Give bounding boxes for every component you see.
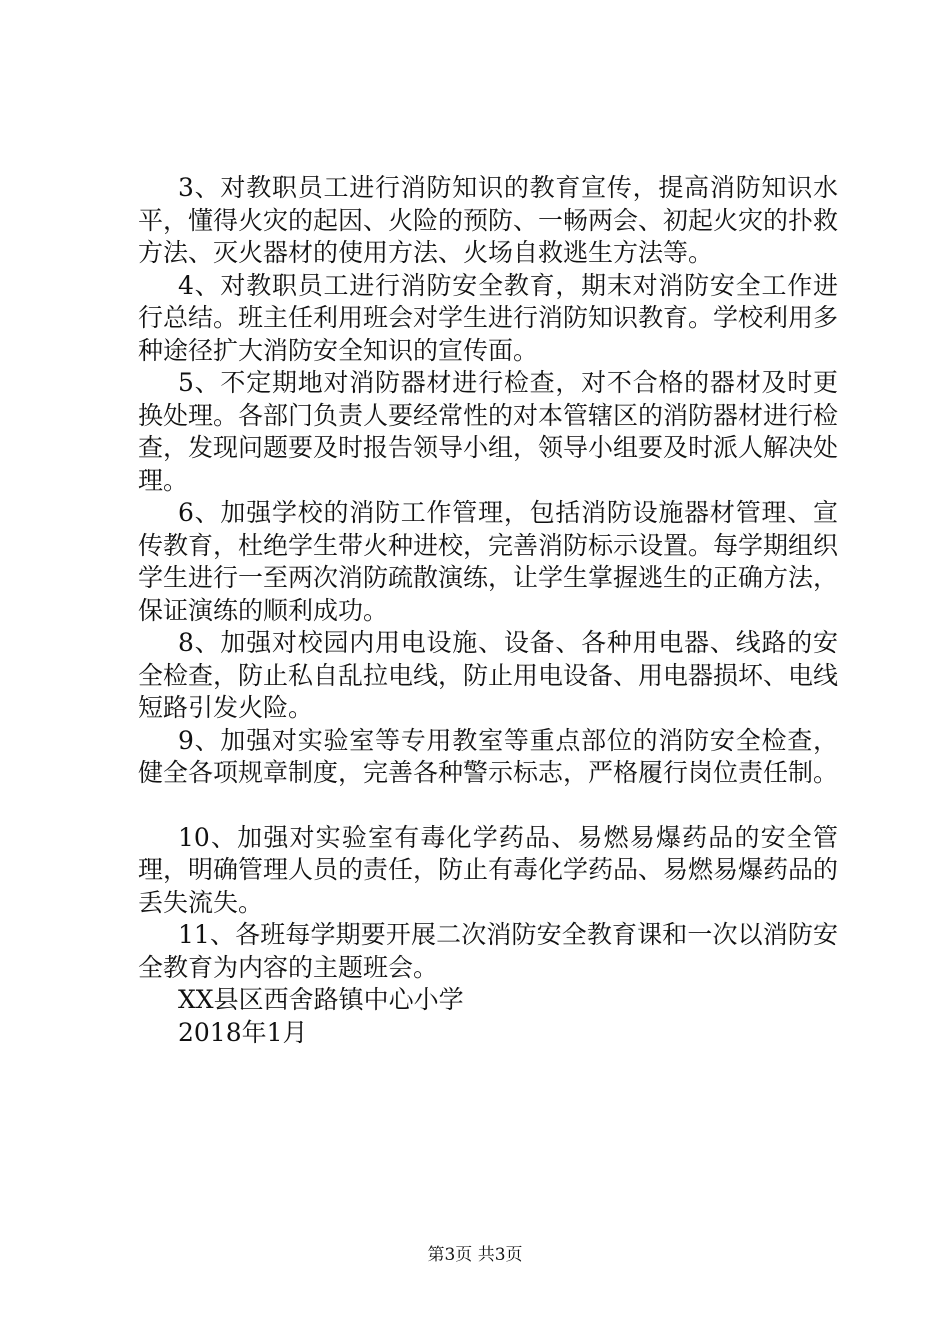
paragraph-item-4: 4、对教职员工进行消防安全教育，期末对消防安全工作进行总结。班主任利用班会对学生进行消防知识教育。学校利用多种途径扩大消防安全知识的宣传面。 — [138, 270, 839, 365]
paragraph-item-10: 10、加强对实验室有毒化学药品、易燃易爆药品的安全管理，明确管理人员的责任，防止有毒化学药品、易燃易爆药品的丢失流失。 — [138, 822, 839, 917]
signature-organization: XX县区西舍路镇中心小学 — [178, 985, 464, 1014]
paragraph-item-8: 8、加强对校园内用电设施、设备、各种用电器、线路的安全检查，防止私自乱拉电线，防止用电设备、用电器损坏、电线短路引发火险。 — [138, 628, 839, 722]
paragraph-item-11: 11、各班每学期要开展二次消防安全教育课和一次以消防安全教育为内容的主题班会。 — [138, 920, 838, 982]
page-footer: 第3页 共3页 — [427, 1245, 523, 1265]
paragraph-item-9: 9、加强对实验室等专用教室等重点部位的消防安全检查，健全各项规章制度，完善各种警示标志，严格履行岗位责任制。 — [138, 725, 839, 787]
paragraph-item-6: 6、加强学校的消防工作管理，包括消防设施器材管理、宣传教育，杜绝学生带火种进校，完善消防标示设置。每学期组织学生进行一至两次消防疏散演练，让学生掌握逃生的正确方法，保证演练的顺利成功。 — [138, 498, 839, 625]
paragraph-item-3: 3、对教职员工进行消防知识的教育宣传，提高消防知识水平，懂得火灾的起因、火险的预防、一畅两会、初起火灾的扑救方法、灭火器材的使用方法、火场自救逃生方法等。 — [138, 173, 839, 267]
document-body — [138, 172, 838, 1049]
signature-date: 2018年1月 — [178, 1017, 308, 1047]
paragraph-item-5: 5、不定期地对消防器材进行检查，对不合格的器材及时更换处理。各部门负责人要经常性的对本管辖区的消防器材进行检查，发现问题要及时报告领导小组，领导小组要及时派人解决处理。 — [138, 368, 839, 495]
